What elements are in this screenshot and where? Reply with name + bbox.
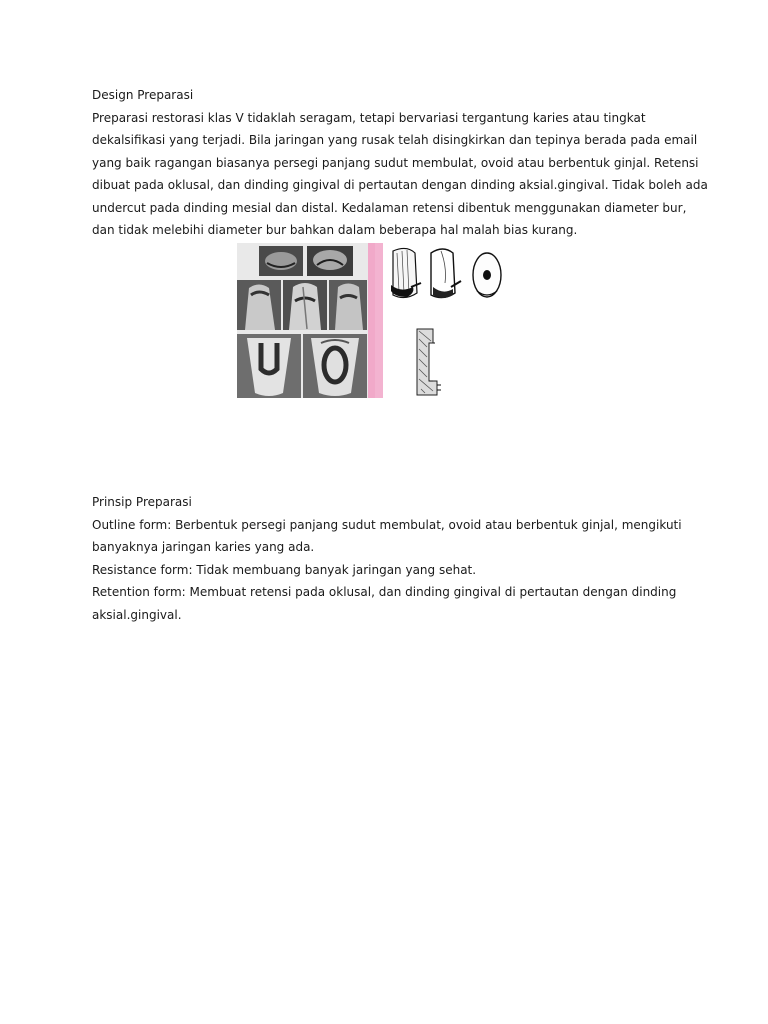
resistance-form-line: Resistance form: Tidak membuang banyak jaringan yang sehat. [92, 562, 477, 577]
tooth-photographs [237, 243, 375, 398]
section-heading: Design Preparasi [92, 88, 194, 102]
outline-form-line: Outline form: Berbentuk persegi panjang sudut membulat, ovoid atau berbentuk ginjal, mengikuti [92, 517, 682, 532]
paragraph-line: Preparasi restorasi klas V tidaklah seragam, tetapi bervariasi tergantung karies atau tingkat [92, 110, 646, 125]
retention-form-line: Retention form: Membuat retensi pada oklusal, dan dinding gingival di pertautan dengan dinding [92, 585, 677, 599]
outline-form-line: banyaknya jaringan karies yang ada. [92, 540, 315, 554]
cavity-preparation-figure [237, 243, 513, 398]
preparation-drawings [375, 243, 513, 398]
paragraph-line: dan tidak melebihi diameter bur bahkan dalam beberapa hal malah bias kurang. [92, 223, 578, 237]
paragraph-line: dibuat pada oklusal, dan dinding gingival di pertautan dengan dinding aksial.gingival. Tidak boleh ada [92, 178, 708, 192]
section-prinsip-preparasi [92, 491, 682, 626]
retention-form-line: aksial.gingival. [92, 607, 182, 622]
cavity-outline-drawings [375, 243, 513, 398]
paragraph-line: yang baik ragangan biasanya persegi panjang sudut membulat, ovoid atau berbentuk ginjal. Retensi [92, 155, 699, 170]
section-heading: Prinsip Preparasi [92, 495, 192, 509]
paragraph-line: dekalsifikasi yang terjadi. Bila jaringan yang rusak telah disingkirkan dan tepinya berada pada email [92, 133, 698, 147]
section-design-preparasi [92, 84, 708, 242]
pink-border [368, 243, 375, 398]
pink-border [375, 243, 383, 398]
tooth-photo-collage [237, 243, 375, 398]
paragraph-line: undercut pada dinding mesial dan distal. Kedalaman retensi dibentuk menggunakan diameter bur, [92, 200, 687, 215]
